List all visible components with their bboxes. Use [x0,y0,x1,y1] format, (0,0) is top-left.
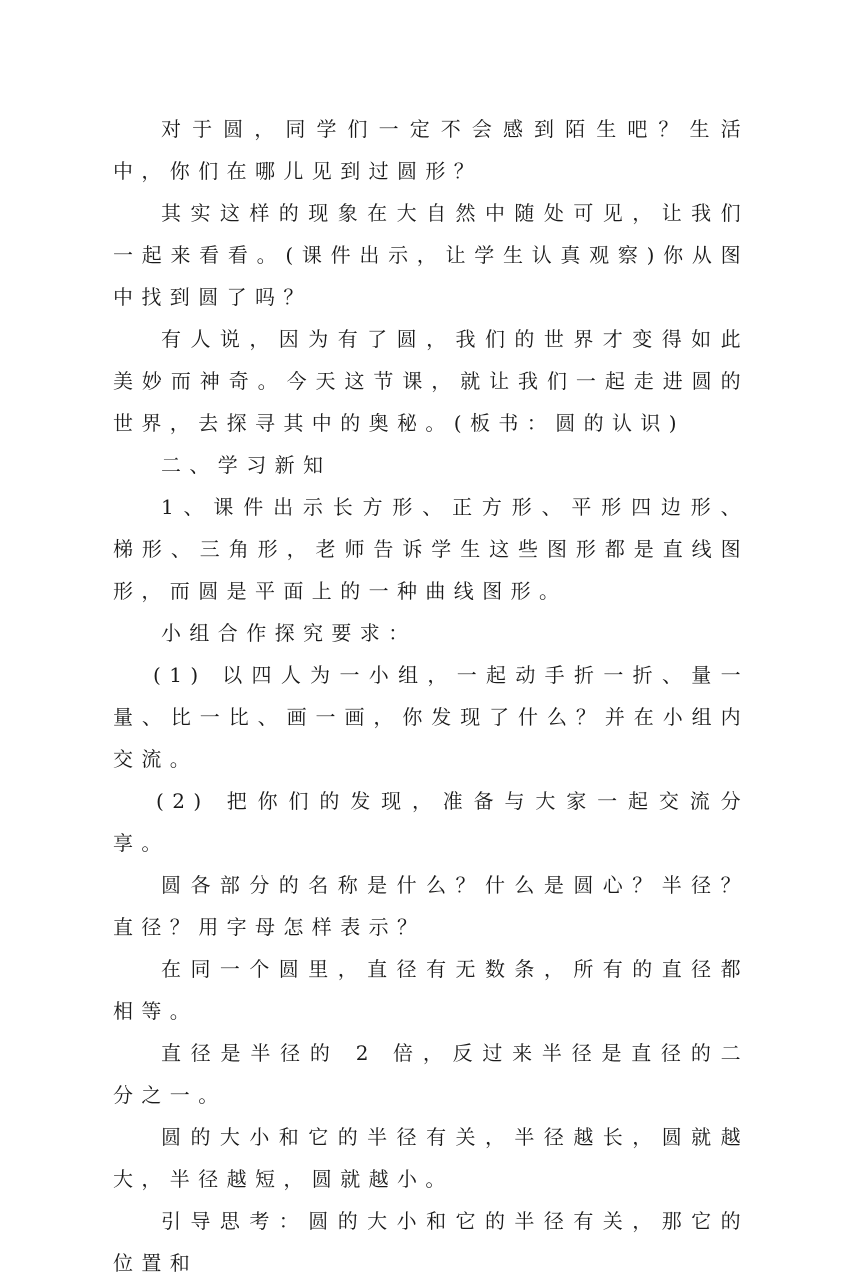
paragraph-requirement-1: (1) 以四人为一小组，一起动手折一折、量一量、比一比、画一画，你发现了什么？并在小组内交流。 [113,663,749,771]
paragraph-intro-question: 对于圆，同学们一定不会感到陌生吧？生活中，你们在哪儿见到过圆形？ [113,117,749,183]
paragraph-lesson-intro: 有人说，因为有了圆，我们的世界才变得如此美妙而神奇。今天这节课，就让我们一起走进圆的世界，去探寻其中的奥秘。(板书：圆的认识) [113,327,749,435]
paragraph-diameter-radius: 直径是半径的 2 倍，反过来半径是直径的二分之一。 [113,1041,749,1107]
paragraph-requirement-2: (2) 把你们的发现，准备与大家一起交流分享。 [113,789,749,855]
paragraph-nature-circles: 其实这样的现象在大自然中随处可见，让我们一起来看看。(课件出示，让学生认真观察)你从图中找到圆了吗？ [113,201,749,309]
paragraph-shapes-demo: 1、课件出示长方形、正方形、平形四边形、梯形、三角形，老师告诉学生这些图形都是直线图形，而圆是平面上的一种曲线图形。 [113,495,749,603]
paragraph-group-requirements: 小组合作探究要求： [161,621,417,645]
paragraph-diameters-equal: 在同一个圆里，直径有无数条，所有的直径都相等。 [113,957,749,1023]
document-body [113,108,749,1284]
paragraph-circle-parts: 圆各部分的名称是什么？什么是圆心？半径？直径？用字母怎样表示？ [113,873,749,939]
paragraph-size-radius: 圆的大小和它的半径有关，半径越长，圆就越大，半径越短，圆就越小。 [113,1125,749,1191]
section-heading-new-knowledge: 二、学习新知 [161,453,332,477]
paragraph-guided-thinking: 引导思考：圆的大小和它的半径有关，那它的位置和 [113,1209,749,1275]
